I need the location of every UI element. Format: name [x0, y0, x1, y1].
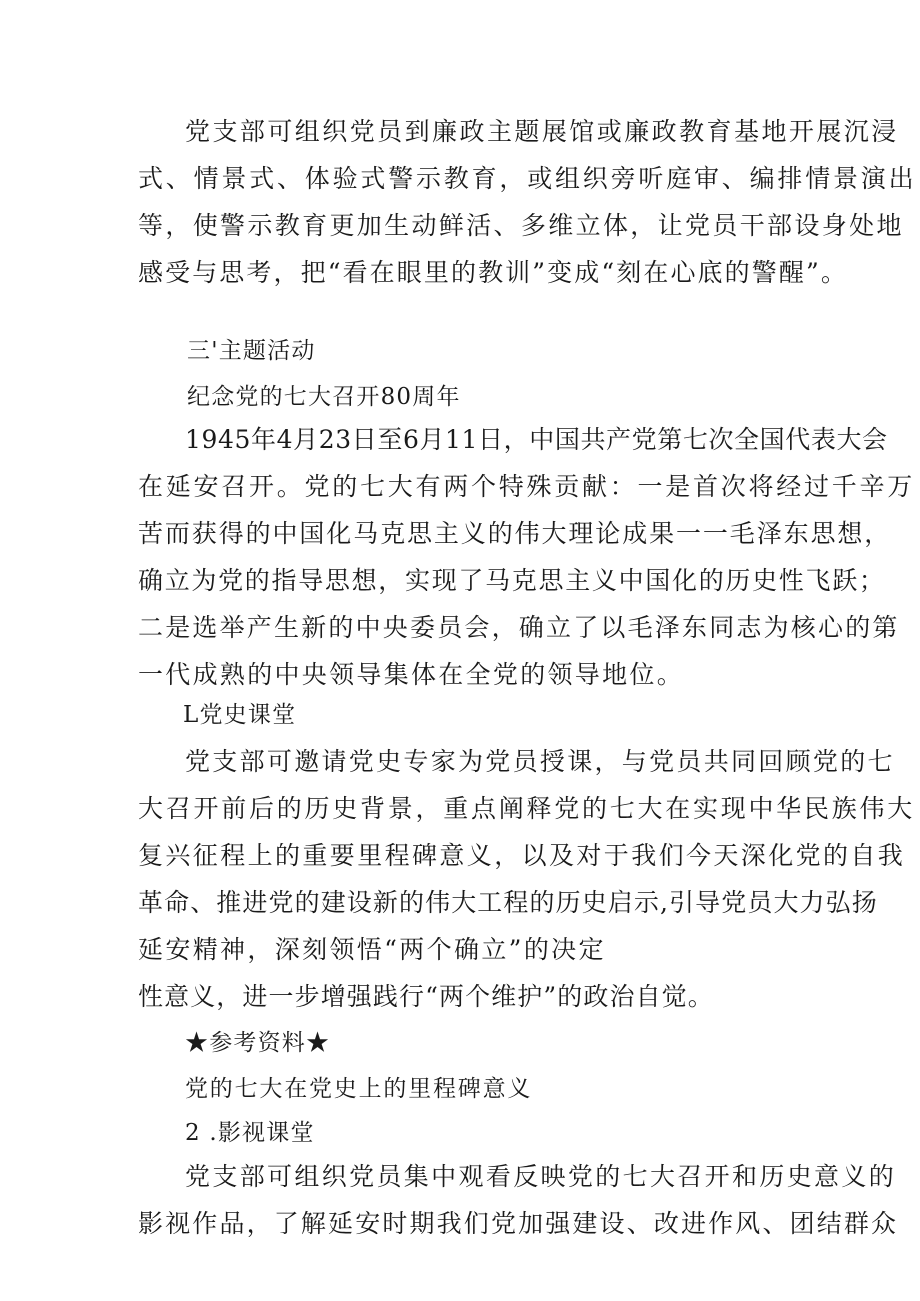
subsection-heading: 纪念党的七大召开80周年 [187, 384, 461, 410]
paragraph-line: 影视作品，了解延安时期我们党加强建设、改进作风、团结群众 [138, 1209, 899, 1238]
paragraph-line: 复兴征程上的重要里程碑意义，以及对于我们今天深化党的自我 [138, 841, 906, 870]
paragraph-line: 在延安召开。党的七大有两个特殊贡献：一是首次将经过千辛万 [138, 472, 916, 501]
paragraph-line: 党支部可组织党员集中观看反映党的七大召开和历史意义的 [185, 1162, 897, 1191]
paragraph-line: 等，使警示教育更加生动鲜活、多维立体，让党员干部设身处地 [138, 211, 904, 240]
paragraph-line: 革命、推进党的建设新的伟大工程的历史启示,引导党员大力弘扬 [138, 888, 878, 917]
paragraph-line: 大召开前后的历史背景，重点阐释党的七大在实现中华民族伟大 [138, 794, 916, 823]
paragraph-line: 二是选举产生新的中央委员会，确立了以毛泽东同志为核心的第 [138, 613, 900, 642]
paragraph-line: 延安精神，深刻领悟“两个确立”的决定 [138, 935, 606, 964]
paragraph-line: 党支部可组织党员到廉政主题展馆或廉政教育基地开展沉浸 [185, 117, 899, 146]
paragraph-line: 感受与思考，把“看在眼里的教训”变成“刻在心底的警醒”。 [138, 258, 848, 287]
reference-title: 党的七大在党史上的里程碑意义 [185, 1076, 533, 1102]
paragraph-line: 性意义，进一步增强践行“两个维护”的政治自觉。 [138, 982, 714, 1011]
paragraph-line: 一代成熟的中央领导集体在全党的领导地位。 [138, 660, 685, 689]
subsection-heading: L党史课堂 [183, 702, 297, 728]
paragraph-line: 苦而获得的中国化马克思主义的伟大理论成果一一毛泽东思想， [138, 519, 892, 548]
section-heading: 三'主题活动 [187, 338, 316, 364]
paragraph-line: 党支部可邀请党史专家为党员授课，与党员共同回顾党的七 [185, 747, 895, 776]
paragraph-line: 式、情景式、体验式警示教育，或组织旁听庭审、编排情景演出 [138, 164, 917, 193]
subsection-heading: 2 .影视课堂 [185, 1120, 315, 1146]
paragraph-line: 1945年4月23日至6月11日，中国共产党第七次全国代表大会 [185, 425, 888, 454]
paragraph-line: 确立为党的指导思想，实现了马克思主义中国化的历史性飞跃； [138, 566, 886, 595]
reference-heading: ★参考资料★ [185, 1030, 331, 1056]
